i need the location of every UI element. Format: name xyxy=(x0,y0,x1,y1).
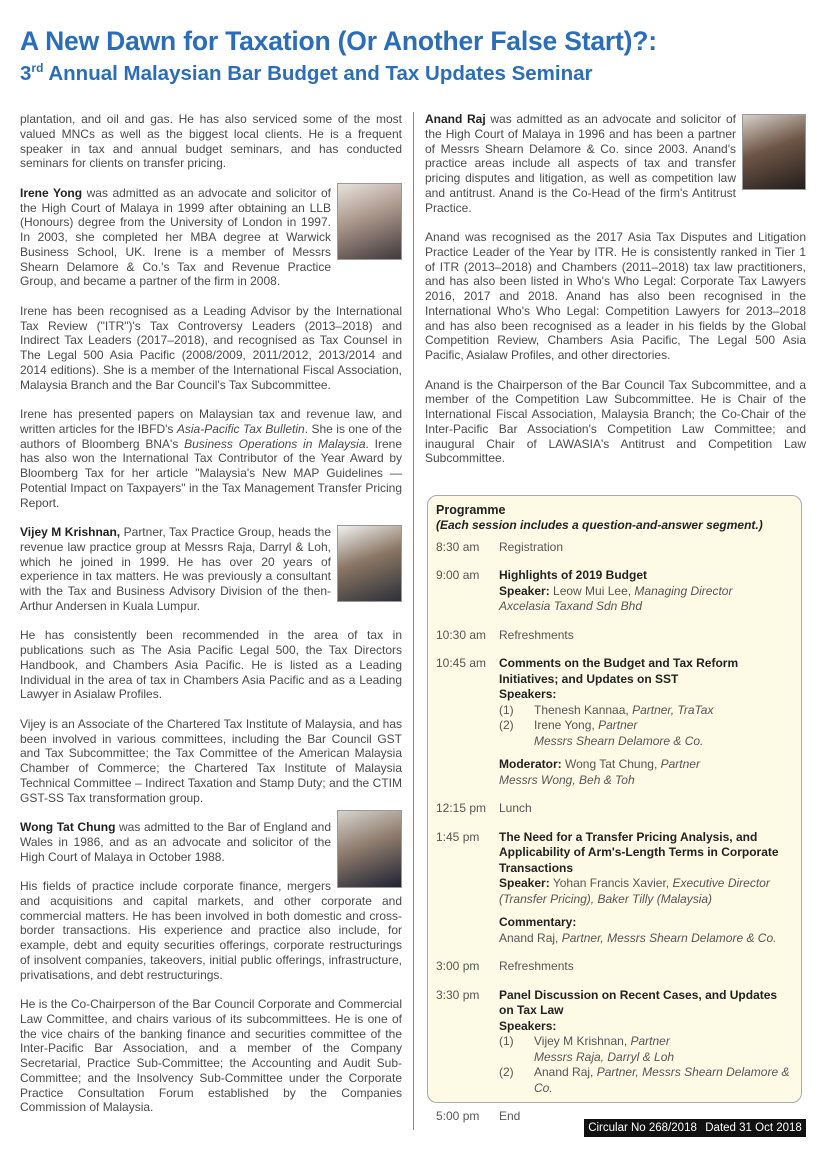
text-run: His fields of practice include corporate finance, mergers and acquisitions and capital markets, and other corporate and commercial matters. He has been involved in both domestic and cross-border transactions. His experience and practice also include, for example, debt and equity securities offerings, corporate restructurings of insolvent companies, takeovers, initial public offerings, infrastructure, privatisations, and debt restructurings. xyxy=(20,879,402,982)
session-line xyxy=(499,568,791,584)
text-run: Anand Raj, xyxy=(534,1065,597,1079)
session-time: 8:30 am xyxy=(436,539,480,554)
bio-paragraph xyxy=(20,304,402,393)
spacer xyxy=(499,907,791,915)
programme-session xyxy=(436,830,791,947)
speaker-number: (1) xyxy=(499,702,514,717)
bio-paragraph xyxy=(20,717,402,806)
session-line xyxy=(499,584,791,600)
bold-text: Panel Discussion on Recent Cases, and Updates on Tax Law xyxy=(499,987,778,1017)
italic-text: Partner, Messrs Shearn Delamore & Co. xyxy=(561,930,777,945)
line-text xyxy=(499,801,532,817)
session-line xyxy=(499,540,791,556)
programme-session xyxy=(436,568,791,615)
text-run: Vijey M Krishnan, xyxy=(534,1034,631,1048)
bold-text: Irene Yong xyxy=(20,185,83,200)
text-run: Anand Raj, xyxy=(499,930,562,945)
session-details xyxy=(499,568,791,615)
spacer xyxy=(499,749,791,757)
speaker-number: (2) xyxy=(499,1065,514,1079)
bold-text: Speakers: xyxy=(499,687,557,701)
circular-date: Dated 31 Oct 2018 xyxy=(705,1122,802,1134)
bio-paragraph xyxy=(20,879,402,982)
subtitle-text: Annual Malaysian Bar Budget and Tax Updates Seminar xyxy=(43,62,593,85)
line-text xyxy=(499,656,791,687)
circular-footer xyxy=(584,1119,806,1137)
programme-heading: Programme xyxy=(436,503,506,517)
text-run: was admitted as an advocate and solicitor of the High Court of Malaya in 1996 and has been a partner of Messrs Shearn Delamore & Co. since 2003. Anand's practice areas include all aspects of tax and transfer pricing disputes and litigation, as well as competition law and antitrust. Anand is the Co-Head of the firm's Antitrust Practice. xyxy=(425,112,737,215)
italic-text: Business Operations in Malaysia xyxy=(184,436,366,451)
line-text xyxy=(499,757,700,773)
italic-text: Partner, TraTax xyxy=(632,702,714,717)
italic-text: Axcelasia Taxand Sdn Bhd xyxy=(499,599,642,613)
bold-text: Vijey M Krishnan, xyxy=(20,525,121,539)
session-line xyxy=(499,1034,791,1050)
bio-paragraph xyxy=(20,628,402,702)
session-details xyxy=(499,830,791,947)
session-line xyxy=(499,876,791,907)
session-line xyxy=(499,1050,791,1066)
italic-text: Messrs Raja, Darryl & Loh xyxy=(534,1049,675,1064)
session-line xyxy=(499,599,791,615)
programme-box xyxy=(427,495,802,1123)
italic-text: Partner xyxy=(630,1034,670,1048)
speaker-number: (1) xyxy=(499,1034,514,1048)
programme-session xyxy=(436,628,791,644)
session-details xyxy=(499,656,791,788)
text-run: Refreshments xyxy=(499,959,574,973)
text-run: Thenesh Kannaa, xyxy=(534,702,633,717)
text-run: . Irene has also won the International Tax Contributor of the Year Award by Bloomberg Tax for her article "Malaysia's New MAP Guidelines — Potential Impact on Taxpayers" in the Tax Management Transfer Pricing Report. xyxy=(20,436,402,510)
bio-paragraph xyxy=(20,407,402,510)
line-text xyxy=(499,584,732,600)
page-title xyxy=(20,26,657,86)
text-run: Anand is the Chairperson of the Bar Council Tax Subcommittee, and a member of the Competition Law Subcommittee. He is Chair of the International Fiscal Association, Malaysia Branch; the Co-Chair of the Inter-Pacific Bar Association's Competition Law Committee; and inaugural Chair of LAWASIA's Antitrust and Competition Law Subcommittee. xyxy=(425,377,806,466)
text-run: was admitted to the Bar of England and Wales in 1986, and as an advocate and solicitor of the High Court of Malaya in October 1988. xyxy=(20,820,331,864)
bold-text: Anand Raj xyxy=(425,112,486,126)
line-text xyxy=(499,1109,520,1125)
session-line xyxy=(499,718,791,734)
bio-paragraph xyxy=(425,378,806,467)
bold-text: Speaker: xyxy=(499,583,550,598)
italic-text: Partner xyxy=(660,757,700,771)
session-line xyxy=(499,801,791,817)
vijey-m-krishnan-photo xyxy=(337,525,402,602)
session-time: 10:30 am xyxy=(436,627,487,642)
text-run: . She is one of the authors of Bloomberg BNA's xyxy=(20,421,402,451)
bio-paragraph xyxy=(425,230,806,363)
italic-text: Managing Director xyxy=(634,583,733,598)
session-line xyxy=(499,703,791,719)
bold-text: Highlights of 2019 Budget xyxy=(499,568,648,582)
session-line xyxy=(499,915,791,931)
programme-session xyxy=(436,988,791,1097)
bio-paragraph xyxy=(20,525,402,614)
line-text xyxy=(499,988,791,1019)
bio-paragraph xyxy=(20,997,402,1115)
anand-raj-photo xyxy=(742,114,806,190)
line-text xyxy=(499,540,563,556)
text-run: Partner, Tax Practice Group, heads the revenue law practice group at Messrs Raja, Darryl & Loh, which he joined in 1999. He has over 20 years of experience in tax matters. He was previously a consultant with the Tax and Business Advisory Division of the then-Arthur Andersen in Kuala Lumpur. xyxy=(20,525,331,613)
line-text xyxy=(499,568,647,584)
session-details xyxy=(499,801,791,817)
text-run: plantation, and oil and gas. He has also serviced some of the most valued MNCs as well as the biggest local clients. He is a frequent speaker in tax and annual budget seminars, and has conducted seminars for clients on transfer pricing. xyxy=(20,112,402,171)
italic-text: Executive Director (Transfer Pricing), Baker Tilly (Malaysia) xyxy=(499,876,770,906)
line-text xyxy=(499,773,635,789)
speaker-number: (2) xyxy=(499,718,514,732)
session-time: 9:00 am xyxy=(436,568,480,582)
text-run: He is the Co-Chairperson of the Bar Council Corporate and Commercial Law Committee, and chairs various of its subcommittees. He is one of the vice chairs of the banking finance and securities committee of the Inter-Pacific Bar Association, and a member of the Company Secretarial, Practice Sub-Committee; the Accounting and Audit Sub-Committee; and the Insolvency Sub-Committee under the Corporate Practice Consultation Forum established by the Companies Commission of Malaysia. xyxy=(20,997,402,1115)
session-line xyxy=(499,1065,791,1096)
subtitle-ordinal: 3 xyxy=(20,62,32,85)
session-time: 3:00 pm xyxy=(436,959,480,973)
session-line xyxy=(499,959,791,975)
programme-session xyxy=(436,540,791,556)
session-line xyxy=(499,734,791,750)
bold-text: Commentary: xyxy=(499,915,577,929)
line-text xyxy=(534,1050,674,1066)
bold-text: The Need for a Transfer Pricing Analysis, and Applicability of Arm's-Length Terms in Corporate Transactions xyxy=(499,829,779,875)
bio-paragraph xyxy=(425,112,806,215)
bold-text: Comments on the Budget and Tax Reform Initiatives; and Updates on SST xyxy=(499,656,739,686)
italic-text: Asia-Pacific Tax Bulletin xyxy=(176,421,305,436)
session-details xyxy=(499,959,791,975)
line-text xyxy=(499,915,576,931)
circular-number: Circular No 268/2018 xyxy=(588,1122,697,1134)
italic-text: Partner, Messrs Shearn Delamore & Co. xyxy=(534,1065,790,1095)
line-text xyxy=(534,718,637,734)
italic-text: Messrs Wong, Beh & Toh xyxy=(499,772,635,787)
line-text xyxy=(499,1019,556,1035)
session-line xyxy=(499,1019,791,1035)
line-text xyxy=(534,1065,791,1096)
session-details xyxy=(499,988,791,1097)
text-run: Irene Yong, xyxy=(534,718,599,732)
line-text xyxy=(499,599,642,615)
line-text xyxy=(499,931,776,947)
text-run: was admitted as an advocate and solicitor of the High Court of Malaya in 1999 after obtaining an LLB (Honours) degree from the University of London in 1997. In 2003, she completed her MBA degree at Warwick Business School, UK. Irene is a member of Messrs Shearn Delamore & Co.'s Tax and Revenue Practice Group, and became a partner of the firm in 2008. xyxy=(20,185,332,289)
text-run: Lunch xyxy=(499,801,532,815)
session-time: 3:30 pm xyxy=(436,987,480,1002)
programme-session xyxy=(436,959,791,975)
text-run: Irene has been recognised as a Leading Advisor by the International Tax Review ("ITR")'s Tax Controversy Leaders (2013–2018) and Indirect Tax Leaders (2017–2018), and recognised as Tax Counsel in The Legal 500 Asia Pacific (2008/2009, 2011/2012, 2013/2014 and 2014 editions). She is a member of the International Fiscal Association, Malaysia Branch and the Bar Council's Tax Subcommittee. xyxy=(20,303,402,392)
bio-paragraph xyxy=(20,112,402,171)
session-time: 12:15 pm xyxy=(436,801,487,815)
line-text xyxy=(499,687,556,703)
bold-text: Speakers: xyxy=(499,1018,557,1033)
bold-text: Wong Tat Chung xyxy=(20,820,116,834)
session-line xyxy=(499,830,791,877)
session-time: 1:45 pm xyxy=(436,829,480,844)
subtitle-line xyxy=(20,56,657,86)
session-line xyxy=(499,628,791,644)
session-time: 10:45 am xyxy=(436,656,487,670)
text-run: Leow Mui Lee, xyxy=(549,583,635,598)
title-line: A New Dawn for Taxation (Or Another False Start)?: xyxy=(20,26,657,56)
session-line xyxy=(499,656,791,687)
text-run: Anand was recognised as the 2017 Asia Tax Disputes and Litigation Practice Leader of the Year by ITR. He is consistently ranked in Tier 1 of ITR (2013–2018) and Chambers (2011–2018) tax law practitioners, and has also been listed in Who's Who Legal: Corporate Tax Lawyers 2016, 2017 and 2018. Anand has also been recognised in the International Who's Who Legal: Competition Lawyers for 2013–2018 and has also been recognised as a leader in his fields by the Global Competition Review, Chambers Asia Pacific, The Legal 500 Asia Pacific, Asialaw Profiles, and other directories. xyxy=(425,230,806,362)
session-line xyxy=(499,773,791,789)
text-run: Wong Tat Chung, xyxy=(561,757,661,771)
session-line xyxy=(499,988,791,1019)
text-run: He has consistently been recommended in the area of tax in publications such as The Asia Pacific Legal 500, the Tax Directors Handbook, and Chambers Asia Pacific. He is listed as a Leading Individual in the area of tax in Chambers Asia Pacific and as a Leading Lawyer in Asialaw Profiles. xyxy=(20,628,402,702)
text-run: Yohan Francis Xavier, xyxy=(549,876,673,890)
session-details xyxy=(499,628,791,644)
line-text xyxy=(499,876,791,907)
subtitle-ordinal-suffix: rd xyxy=(31,61,44,75)
session-details xyxy=(499,540,791,556)
bio-paragraph xyxy=(20,820,402,864)
line-text xyxy=(499,628,574,644)
text-run: Vijey is an Associate of the Chartered Tax Institute of Malaysia, and has been involved in various committees, including the Bar Council GST and Tax Subcommittee; the Tax Committee of the American Malaysia Chamber of Commerce; the Chartered Tax Institute of Malaysia Technical Committee – Indirect Taxation and Stamp Duty; and the CTIM GST-SS Tax transformation group. xyxy=(20,716,402,805)
italic-text: Messrs Shearn Delamore & Co. xyxy=(534,733,704,748)
line-text xyxy=(499,959,574,975)
line-text xyxy=(534,703,713,719)
programme-session xyxy=(436,656,791,788)
text-run: Irene has presented papers on Malaysian tax and revenue law, and written articles for the IBFD's xyxy=(20,407,402,436)
session-time: 5:00 pm xyxy=(436,1109,480,1123)
right-column xyxy=(425,112,806,481)
irene-yong-photo xyxy=(337,183,402,260)
programme-note: (Each session includes a question-and-answer segment.) xyxy=(436,518,763,532)
text-run: Refreshments xyxy=(499,627,574,642)
programme-session xyxy=(436,801,791,817)
session-line xyxy=(499,687,791,703)
line-text xyxy=(499,830,791,877)
bold-text: Speaker: xyxy=(499,876,550,890)
text-run: End xyxy=(499,1109,521,1123)
line-text xyxy=(534,734,703,750)
wong-tat-chung-photo xyxy=(337,810,402,888)
column-divider xyxy=(413,112,414,1130)
bio-paragraph xyxy=(20,186,402,289)
text-run: Registration xyxy=(499,539,564,554)
line-text xyxy=(534,1034,670,1050)
programme-sessions xyxy=(436,540,791,1125)
session-line xyxy=(499,757,791,773)
italic-text: Partner xyxy=(598,718,638,732)
session-line xyxy=(499,931,791,947)
left-column xyxy=(20,112,402,1130)
bold-text: Moderator: xyxy=(499,757,562,771)
